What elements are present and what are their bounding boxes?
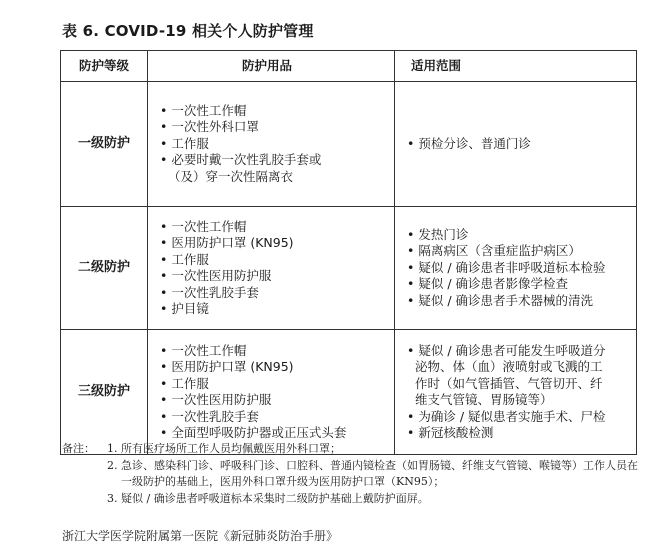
list-item: • 为确诊 / 疑似患者实施手术、尸检 (407, 408, 606, 424)
list-item: • 疑似 / 确诊患者可能发生呼吸道分 (407, 342, 606, 358)
list-item: • 全面型呼吸防护器或正压式头套 (160, 425, 347, 440)
list-item: • 一次性工作帽 (160, 342, 247, 358)
source-footer: 浙江大学医学院附属第一医院《新冠肺炎防治手册》 (62, 529, 339, 543)
supplies-cell (148, 207, 395, 330)
note-text: 急诊、感染科门诊、呼吸科门诊、口腔科、普通内镜检查（如胃肠镜、纤维支气管镜、喉镜等）工作人员在一级防护的基础上，医用外科口罩升级为医用防护口罩（KN95）； (121, 458, 638, 488)
list-item: • 一次性外科口罩 (160, 119, 259, 135)
list-item: • 护目镜 (160, 301, 209, 316)
list-item: • 工作服 (160, 375, 209, 391)
list-item: • 一次性医用防护服 (160, 268, 272, 283)
list-item: • 医用防护口罩 (KN95) (160, 359, 294, 374)
list-item: • 隔离病区（含重症监护病区） (407, 243, 581, 259)
level-cell: 二级防护 (61, 207, 148, 330)
note-text: 疑似 / 确诊患者呼吸道标本采集时二级防护基础上戴防护面屏。 (121, 491, 429, 505)
scope-cell (395, 330, 637, 455)
scope-cell (395, 207, 637, 330)
list-item: 维支气管镜、胃肠镜等） (415, 392, 553, 407)
table-row (61, 330, 637, 455)
protection-table (60, 50, 637, 455)
note-number: 3. (107, 491, 118, 505)
list-item: • 必要时戴一次性乳胶手套或 (160, 152, 322, 168)
table-row (61, 207, 637, 330)
list-item: • 工作服 (160, 251, 209, 267)
list-item: • 工作服 (160, 135, 209, 151)
note-text: 所有医疗场所工作人员均佩戴医用外科口罩； (121, 442, 341, 455)
list-item: • 发热门诊 (407, 226, 469, 242)
list-item: • 一次性医用防护服 (160, 392, 272, 407)
list-item: • 医用防护口罩 (KN95) (160, 235, 294, 250)
list-item: • 一次性乳胶手套 (160, 408, 259, 424)
note-number: 2. (107, 458, 118, 472)
supplies-cell (148, 330, 395, 455)
header-scope: 适用范围 (395, 51, 637, 82)
list-item: 作时（如气管插管、气管切开、纤 (415, 375, 603, 391)
notes-section (62, 441, 642, 507)
list-item: （及）穿一次性隔离衣 (168, 168, 294, 184)
list-item: • 疑似 / 确诊患者非呼吸道标本检验 (407, 259, 606, 275)
table-header-row (61, 51, 637, 82)
note-item (107, 441, 642, 458)
header-level: 防护等级 (61, 51, 148, 82)
header-supplies: 防护用品 (148, 51, 395, 82)
note-item (107, 491, 642, 508)
list-item: • 预检分诊、普通门诊 (407, 135, 531, 151)
list-item: • 疑似 / 确诊患者手术器械的清洗 (407, 292, 594, 308)
list-item: • 疑似 / 确诊患者影像学检查 (407, 276, 569, 292)
list-item: 泌物、体（血）液喷射或飞溅的工 (415, 359, 603, 374)
table-row (61, 82, 637, 207)
page-title: 表 6. COVID-19 相关个人防护管理 (62, 22, 314, 40)
list-item: • 一次性工作帽 (160, 218, 247, 234)
level-cell: 三级防护 (61, 330, 148, 455)
list-item: • 一次性工作帽 (160, 102, 247, 118)
list-item: • 一次性乳胶手套 (160, 284, 259, 300)
notes-label: 备注： (62, 442, 95, 455)
scope-cell (395, 82, 637, 207)
supplies-cell (148, 82, 395, 207)
note-item (107, 458, 642, 491)
list-item: • 新冠核酸检测 (407, 425, 494, 440)
level-cell: 一级防护 (61, 82, 148, 207)
note-number: 1. (107, 442, 118, 455)
